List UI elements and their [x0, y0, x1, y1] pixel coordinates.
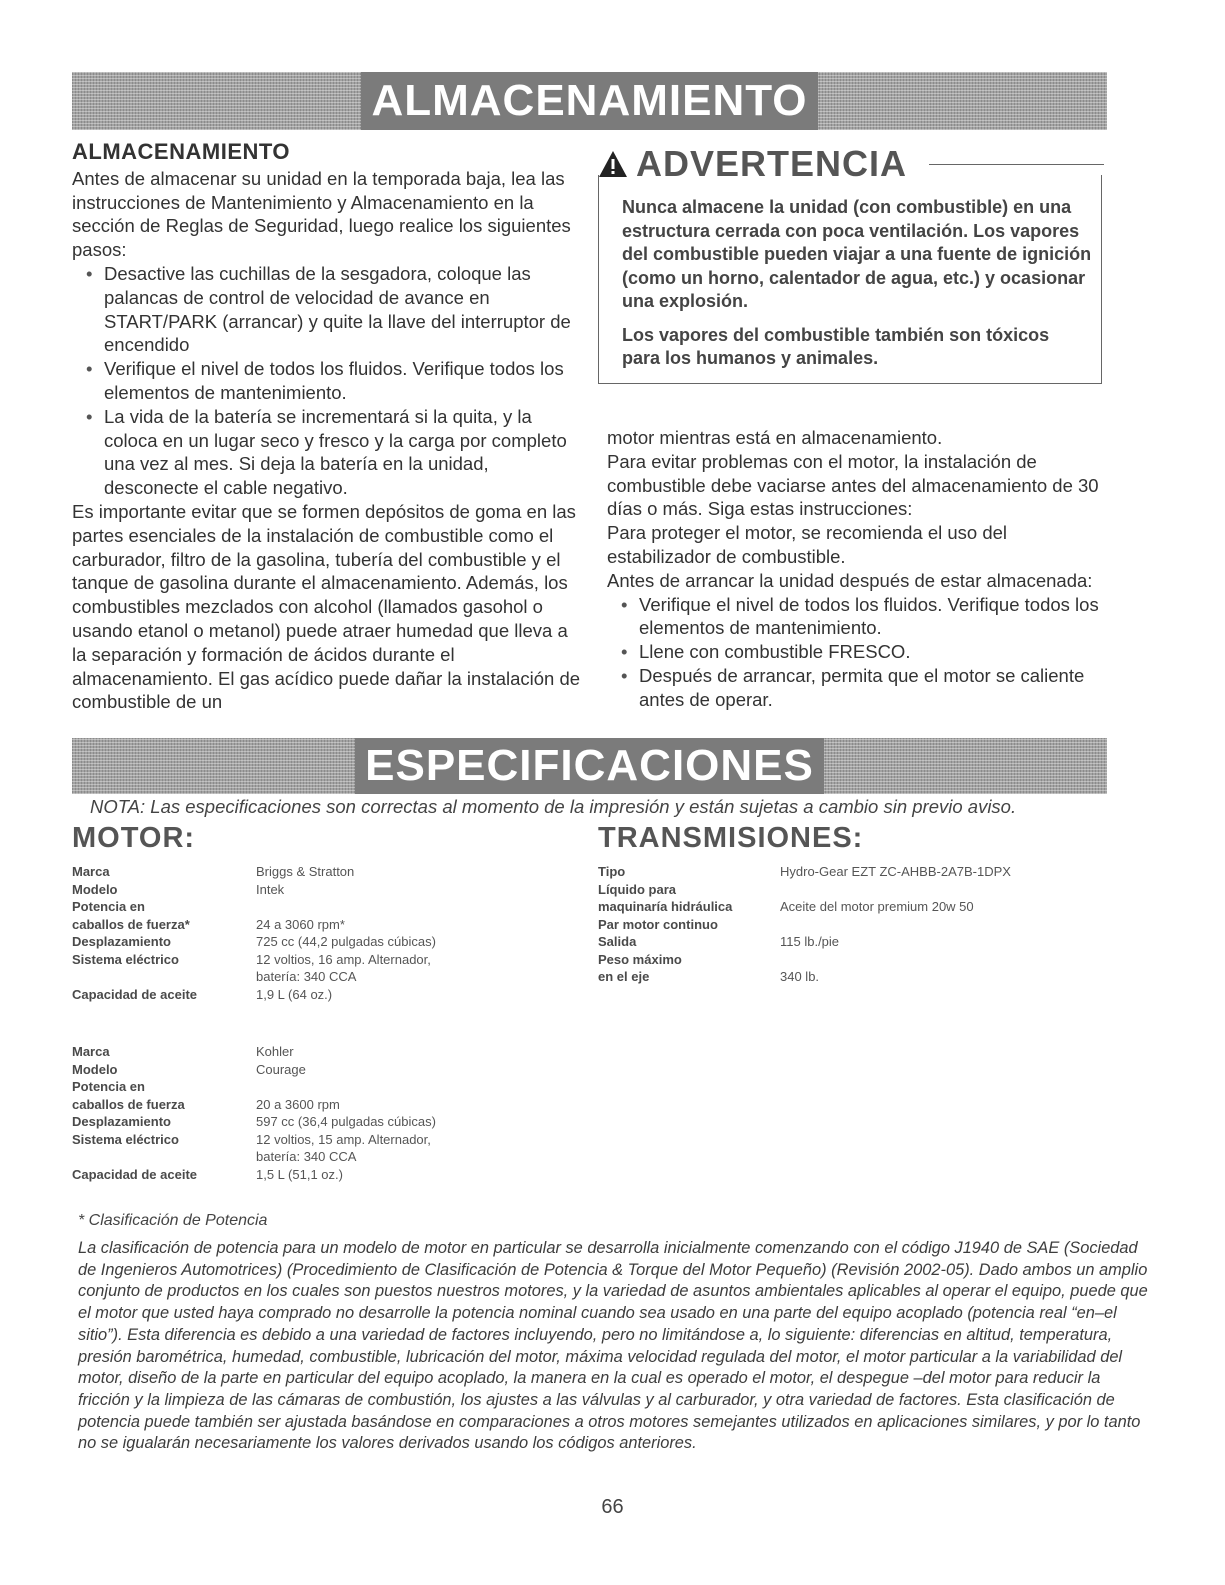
spec-value: 725 cc (44,2 pulgadas cúbicas) [256, 934, 436, 949]
table-row [72, 916, 436, 934]
table-row [72, 1131, 436, 1149]
table-row [598, 898, 1011, 916]
storage-restart-list [607, 593, 1112, 712]
storage-restart-paragraph: Antes de arrancar la unidad después de estar almacenada: [607, 569, 1093, 591]
spec-value: Aceite del motor premium 20w 50 [780, 899, 974, 914]
list-item: • Verifique el nivel de todos los fluidos. Verifique todos los elementos de mantenimiento. [104, 357, 582, 405]
table-row [72, 968, 436, 986]
spec-value: 20 a 3600 rpm [256, 1096, 340, 1112]
table-row [72, 1078, 436, 1096]
spec-label: Sistema eléctrico [72, 951, 179, 967]
spec-label: en el eje [598, 969, 650, 984]
specs-banner [72, 738, 1107, 794]
warning-text-2: Los vapores del combustible también son tóxicos para los humanos y animales. [622, 324, 1050, 368]
table-row [72, 1061, 436, 1079]
spec-label: Desplazamiento [72, 1114, 171, 1129]
spec-value: Briggs & Stratton [256, 864, 355, 879]
spec-label: Peso máximo [598, 951, 682, 967]
spec-label: Tipo [598, 864, 626, 879]
motor-spec-table-1 [72, 863, 436, 1003]
spec-value: Hydro-Gear EZT ZC-AHBB-2A7B-1DPX [780, 864, 1011, 879]
warning-title: ADVERTENCIA [636, 143, 908, 184]
spec-label: Salida [598, 934, 637, 949]
spec-label: Modelo [72, 1061, 118, 1077]
specs-note: NOTA: Las especificaciones son correctas al momento de la impresión y están sujetas a cambio sin previo aviso. [90, 796, 1017, 817]
spec-value: 115 lb./pie [780, 934, 840, 949]
spec-label: Potencia en [72, 1079, 145, 1094]
spec-value: Kohler [256, 1044, 294, 1059]
page-number: 66 [601, 1496, 624, 1518]
motor-spec-table-2 [72, 1043, 436, 1183]
table-row [72, 1113, 436, 1131]
spec-value: batería: 340 CCA [256, 1149, 357, 1164]
transmission-spec-table [598, 863, 1011, 986]
spec-value: 340 lb. [780, 969, 820, 984]
spec-label [72, 1148, 256, 1166]
footnote-body: La clasificación de potencia para un modelo de motor en particular se desarrolla inicialmente comenzando con el código J1940 de SAE (Sociedad de Ingenieros Automotrices) (Procedimiento de Clasificación de Potencia & Torque del Motor Pequeño) (Revisión 2002-05). Dado ambos un amplio conjunto de productos en los cuales son puestos nuestros motores, y la variedad de asuntos ambientales aplicables al operar el equipo, puede que el motor que usted haya comprado no desarrolle la potencia nominal cuando sea usado en una parte del equipo acoplado (potencia real “en–el sitio”). Esta diferencia es debido a una variedad de factores incluyendo, pero no limitándose a, lo siguiente: diferencias en altitud, temperatura, presión barométrica, humedad, combustible, lubricación del motor, máxima velocidad regulada del motor, el motor particular a la variabilidad del motor, diseño de la parte en particular del equipo acoplado, la manera en la cual es operado el motor, el despegue –del motor para reducir la fricción y la limpieza de las cámaras de combustión, los ajustes a las válvulas y al carburador, y otra variedad de factores. Esta clasificación de potencia puede también ser ajustada basándose en comparaciones a otros motores semejantes utilizados en aplicaciones similares, y por lo tanto no se igualarán necesariamente los valores derivados usando los códigos anteriores. [78, 1239, 1148, 1453]
spec-value: 1,9 L (64 oz.) [256, 986, 333, 1002]
table-row [72, 881, 436, 899]
list-item: • Desactive las cuchillas de la sesgadora, coloque las palancas de control de velocidad de avance en START/PARK (arrancar) y quite la llave del interruptor de encendido [104, 262, 582, 357]
table-row [598, 933, 1011, 951]
spec-label: Marca [72, 1044, 110, 1059]
table-row [72, 1166, 436, 1184]
storage-banner-title: ALMACENAMIENTO [361, 72, 817, 130]
spec-label: Capacidad de aceite [72, 1166, 197, 1182]
storage-intro: Antes de almacenar su unidad en la temporada baja, lea las instrucciones de Mantenimiento y Almacenamiento en la sección de Reglas de Seguridad, luego realice los siguientes pasos: [72, 167, 571, 261]
table-row [598, 881, 1011, 899]
storage-right-column [607, 426, 1112, 712]
table-row [72, 1043, 436, 1061]
storage-steps-list [72, 262, 582, 500]
spec-label: maquinaría hidráulica [598, 899, 733, 914]
table-row [72, 986, 436, 1004]
table-row [72, 951, 436, 969]
table-row [598, 968, 1011, 986]
spec-value: batería: 340 CCA [256, 969, 357, 984]
spec-label: Líquido para [598, 881, 676, 897]
storage-continued: motor mientras está en almacenamiento. [607, 427, 943, 448]
spec-value: 1,5 L (51,1 oz.) [256, 1166, 343, 1182]
warning-triangle-icon [598, 149, 628, 179]
list-item: • Verifique el nivel de todos los fluidos. Verifique todos los elementos de mantenimiento. [639, 593, 1112, 641]
table-row [598, 951, 1011, 969]
spec-value: 12 voltios, 16 amp. Alternador, [256, 951, 431, 967]
spec-value: Intek [256, 881, 285, 897]
warning-header [598, 144, 1104, 184]
list-item: • Llene con combustible FRESCO. [639, 640, 1112, 664]
spec-label: Sistema eléctrico [72, 1131, 179, 1147]
spec-label: Potencia en [72, 899, 145, 914]
spec-label: Par motor continuo [598, 916, 718, 932]
list-item: • Después de arrancar, permita que el motor se caliente antes de operar. [639, 664, 1112, 712]
table-row [598, 916, 1011, 934]
storage-drain-paragraph: Para evitar problemas con el motor, la instalación de combustible debe vaciarse antes del almacenamiento de 30 días o más. Siga estas instrucciones: [607, 450, 1099, 520]
storage-banner [72, 72, 1107, 130]
storage-left-column [72, 140, 582, 714]
spec-value: 597 cc (36,4 pulgadas cúbicas) [256, 1114, 436, 1129]
spec-value: Courage [256, 1061, 306, 1077]
storage-stabilizer-paragraph: Para proteger el motor, se recomienda el uso del estabilizador de combustible. [607, 522, 1008, 567]
spec-value: 12 voltios, 15 amp. Alternador, [256, 1131, 431, 1147]
footnote-heading: * Clasificación de Potencia [78, 1212, 268, 1229]
spec-value: 24 a 3060 rpm* [256, 916, 345, 932]
table-row [72, 1148, 436, 1166]
table-row [72, 1096, 436, 1114]
table-row [72, 933, 436, 951]
table-row [598, 863, 1011, 881]
spec-label: Desplazamiento [72, 934, 171, 949]
spec-label [72, 968, 256, 986]
warning-text [622, 196, 1092, 381]
motor-heading: MOTOR: [72, 822, 196, 854]
storage-heading: ALMACENAMIENTO [72, 139, 291, 164]
spec-label: caballos de fuerza [72, 1096, 185, 1112]
table-row [72, 898, 436, 916]
spec-label: Capacidad de aceite [72, 986, 197, 1002]
warning-text-1: Nunca almacene la unidad (con combustible) en una estructura cerrada con poca ventilación. Los vapores del combustible pueden viajar a una fuente de ignición (como un horno, calentador de agua, etc.) y ocasionar una explosión. [622, 197, 1092, 311]
transmission-heading: TRANSMISIONES: [598, 822, 864, 854]
warning-title-rule [929, 164, 1104, 165]
storage-fuel-paragraph: Es importante evitar que se formen depósitos de goma en las partes esenciales de la instalación de combustible como el carburador, filtro de la gasolina, tubería del combustible y el tanque de gasolina durante el almacenamiento. Además, los combustibles mezclados con alcohol (llamados gasohol o usando etanol o metanol) puede atraer humedad que lleva a la separación y formación de ácidos durante el almacenamiento. El gas acídico puede dañar la instalación de combustible de un [72, 500, 581, 713]
spec-label: Marca [72, 864, 110, 879]
specs-banner-title: ESPECIFICACIONES [355, 738, 824, 794]
spec-label: Modelo [72, 881, 118, 897]
spec-label: caballos de fuerza* [72, 916, 190, 932]
list-item: • La vida de la batería se incrementará si la quita, y la coloca en un lugar seco y fresco y la carga por completo una vez al mes. Si deja la batería en la unidad, desconecte el cable negativo. [104, 405, 582, 500]
table-row [72, 863, 436, 881]
